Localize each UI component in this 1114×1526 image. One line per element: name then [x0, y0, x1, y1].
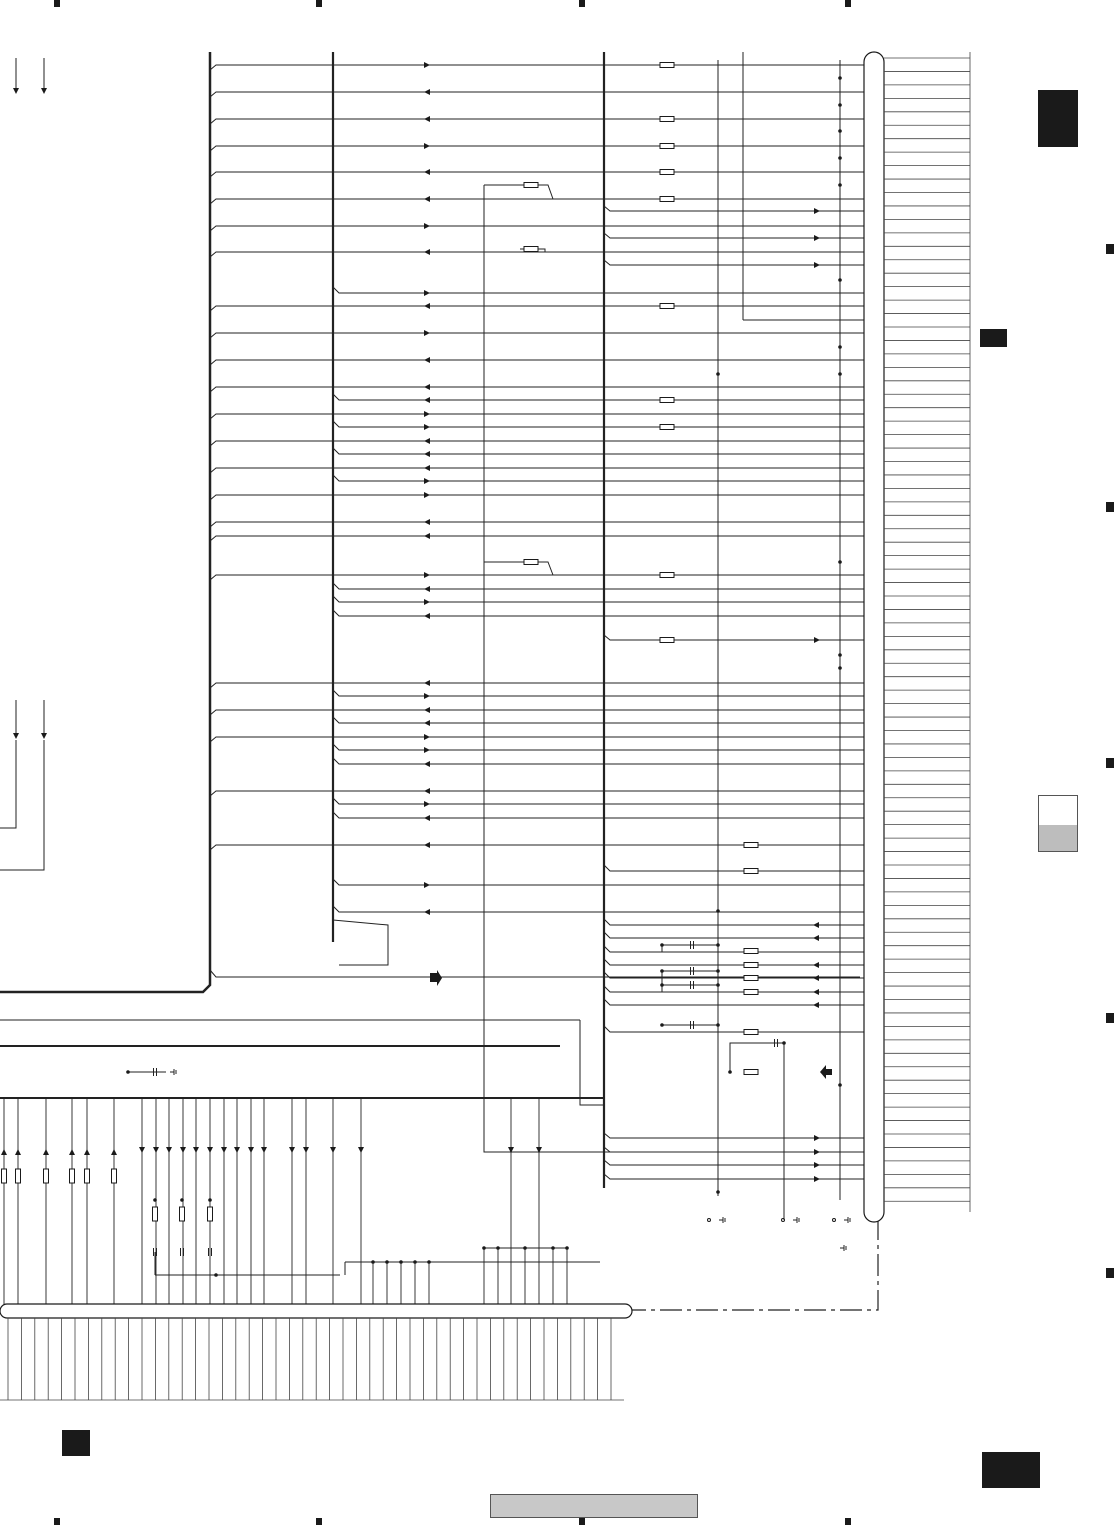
signal-arrow: [234, 1147, 240, 1153]
signal-arrow: [424, 303, 430, 309]
connectors: [0, 52, 970, 1400]
signal-arrow: [424, 720, 430, 726]
registration-mark: [1106, 1013, 1114, 1023]
signal-arrow: [424, 533, 430, 539]
signal-arrow: [424, 357, 430, 363]
direction-arrow: [430, 970, 442, 986]
signal-arrow: [424, 599, 430, 605]
registration-mark: [1106, 244, 1114, 254]
junction-dot: [838, 372, 842, 376]
index-tab-block: [1038, 90, 1078, 147]
signal-arrow: [193, 1147, 199, 1153]
signal-row: [604, 206, 864, 211]
signal-arrow: [424, 572, 430, 578]
junction-dot: [660, 1023, 664, 1027]
signal-arrow: [424, 451, 430, 457]
signal-row: [210, 441, 864, 446]
signal-row: [333, 287, 864, 293]
signal-arrow: [15, 1149, 21, 1155]
junction-dot: [214, 1273, 218, 1277]
junction-dot: [838, 345, 842, 349]
signal-row: [210, 146, 864, 151]
junction-dot: [413, 1260, 417, 1264]
signal-arrow: [424, 330, 430, 336]
resistor: [660, 573, 674, 578]
signal-arrow: [424, 411, 430, 417]
signal-arrow: [424, 492, 430, 498]
signal-arrow: [424, 196, 430, 202]
signal-arrow: [424, 478, 430, 484]
resistor: [744, 843, 758, 848]
signal-row: [604, 1026, 864, 1032]
corner-marker-block: [62, 1430, 90, 1456]
signal-arrow: [814, 208, 820, 214]
signal-row: [210, 845, 864, 850]
signal-row: [604, 1174, 864, 1179]
signal-row: [333, 758, 864, 764]
wire: [484, 562, 553, 575]
signal-arrow: [424, 384, 430, 390]
junction-dot: [716, 969, 720, 973]
signal-arrow: [814, 1135, 820, 1141]
junction-dot: [716, 372, 720, 376]
input-line: [0, 740, 44, 870]
signal-row: [333, 717, 864, 723]
registration-mark: [316, 0, 322, 7]
signal-row: [210, 522, 864, 527]
wire: [210, 970, 860, 977]
signal-arrow: [166, 1147, 172, 1153]
signal-row: [210, 92, 864, 97]
resistor: [660, 197, 674, 202]
direction-arrow: [820, 1065, 826, 1079]
section-marker-block: [980, 329, 1007, 347]
bottom-connector: [0, 1304, 632, 1318]
signal-arrow: [424, 613, 430, 619]
signal-row: [333, 690, 864, 696]
resistor: [660, 63, 674, 68]
signal-arrow: [424, 465, 430, 471]
signal-row: [210, 495, 864, 500]
signal-arrow: [358, 1147, 364, 1153]
page-number-block: [982, 1452, 1040, 1488]
signal-arrow: [424, 734, 430, 740]
resistor: [660, 170, 674, 175]
terminal: [708, 1219, 711, 1222]
registration-mark: [845, 0, 851, 7]
signal-arrow: [84, 1149, 90, 1155]
resistor: [744, 963, 758, 968]
junction-dot: [482, 1246, 486, 1250]
resistor: [16, 1169, 21, 1183]
signal-arrow: [424, 788, 430, 794]
junction-dot: [728, 1070, 732, 1074]
registration-mark: [54, 0, 60, 7]
junction-dot: [838, 156, 842, 160]
signal-arrow: [180, 1147, 186, 1153]
resistor: [524, 560, 538, 565]
signal-arrow: [424, 249, 430, 255]
signal-arrow: [424, 519, 430, 525]
junction-dot: [838, 653, 842, 657]
junction-dot: [399, 1260, 403, 1264]
signal-row: [604, 260, 864, 265]
junction-dot: [565, 1246, 569, 1250]
signal-arrow: [248, 1147, 254, 1153]
signal-arrow: [813, 989, 819, 995]
signal-arrow: [814, 637, 820, 643]
junction-dot: [208, 1198, 212, 1202]
terminal: [782, 1219, 785, 1222]
junction-dot: [782, 1041, 786, 1045]
resistor: [44, 1169, 49, 1183]
signal-arrow: [813, 975, 819, 981]
signal-row: [210, 65, 864, 70]
signal-arrow: [424, 909, 430, 915]
right-connector: [864, 52, 884, 1222]
signal-arrow: [424, 397, 430, 403]
signal-arrow: [813, 922, 819, 928]
signal-row: [210, 468, 864, 473]
junction-dot: [660, 943, 664, 947]
junction-dot: [838, 278, 842, 282]
resistor: [744, 976, 758, 981]
resistor: [744, 949, 758, 954]
signal-arrow: [814, 1176, 820, 1182]
bus-lines: [0, 52, 604, 1188]
registration-mark: [316, 1518, 322, 1525]
signal-arrow: [424, 116, 430, 122]
resistor: [744, 869, 758, 874]
index-tab-shaded: [1039, 825, 1077, 851]
signal-arrow: [261, 1147, 267, 1153]
resistor: [660, 117, 674, 122]
signal-row: [333, 812, 864, 818]
signal-row: [604, 932, 864, 938]
registration-mark: [1106, 758, 1114, 768]
junction-dot: [660, 969, 664, 973]
signal-arrow: [303, 1147, 309, 1153]
junction-dot: [660, 983, 664, 987]
resistor: [85, 1169, 90, 1183]
signal-arrow: [424, 438, 430, 444]
registration-mark: [54, 1518, 60, 1525]
signal-arrow: [13, 733, 19, 739]
junction-dot: [838, 560, 842, 564]
signal-arrow: [69, 1149, 75, 1155]
signal-row: [333, 610, 864, 616]
signal-row: [333, 421, 864, 427]
signal-row: [604, 1147, 864, 1152]
registration-mark: [579, 1518, 585, 1525]
signal-row: [604, 1160, 864, 1165]
signal-arrow: [424, 747, 430, 753]
signal-arrow: [424, 761, 430, 767]
signal-row: [604, 233, 864, 238]
signal-arrow: [41, 88, 47, 94]
signal-row: [210, 575, 864, 580]
signal-arrow: [813, 1002, 819, 1008]
signal-row: [333, 906, 864, 912]
signal-arrow: [424, 143, 430, 149]
signal-row: [604, 635, 864, 640]
signal-arrow: [813, 935, 819, 941]
junction-dot: [716, 909, 720, 913]
junction-dot: [838, 666, 842, 670]
signal-row: [604, 986, 864, 992]
footer-bar: [490, 1494, 698, 1518]
junction-dot: [716, 1190, 720, 1194]
junction-dot: [838, 129, 842, 133]
signal-row: [210, 683, 864, 688]
signal-row: [210, 737, 864, 742]
resistor: [660, 425, 674, 430]
signal-row: [604, 959, 864, 965]
signal-arrow: [424, 801, 430, 807]
signal-row: [210, 414, 864, 419]
signal-arrow: [207, 1147, 213, 1153]
signal-row: [333, 744, 864, 750]
signal-row: [210, 252, 864, 257]
signal-row: [210, 199, 864, 204]
signal-arrow: [814, 235, 820, 241]
wire: [484, 185, 860, 1152]
signal-arrow: [424, 693, 430, 699]
signal-row: [210, 536, 864, 541]
input-line: [0, 740, 16, 828]
signal-arrow: [424, 586, 430, 592]
junction-dot: [180, 1198, 184, 1202]
resistor: [660, 304, 674, 309]
signal-arrow: [139, 1147, 145, 1153]
junction-dot: [716, 943, 720, 947]
resistor: [744, 1030, 758, 1035]
signal-arrow: [424, 89, 430, 95]
resistor: [744, 1070, 758, 1075]
signal-arrow: [424, 223, 430, 229]
signal-arrow: [424, 424, 430, 430]
resistor: [660, 638, 674, 643]
junction-dot: [716, 983, 720, 987]
junction-dot: [838, 183, 842, 187]
resistor: [524, 183, 538, 188]
signal-arrow: [424, 62, 430, 68]
resistor: [153, 1207, 158, 1221]
resistor: [208, 1207, 213, 1221]
junction-dot: [523, 1246, 527, 1250]
signal-arrow: [814, 1162, 820, 1168]
resistor: [112, 1169, 117, 1183]
signal-arrow: [1, 1149, 7, 1155]
signal-arrow: [153, 1147, 159, 1153]
wire: [333, 920, 388, 965]
signal-wires: [0, 52, 878, 1310]
signal-row: [604, 946, 864, 952]
junction-dot: [551, 1246, 555, 1250]
signal-row: [333, 475, 864, 481]
resistor: [180, 1207, 185, 1221]
signal-arrow: [111, 1149, 117, 1155]
signal-row: [333, 583, 864, 589]
signal-row: [333, 448, 864, 454]
signal-arrow: [13, 88, 19, 94]
signal-arrow: [41, 733, 47, 739]
resistor: [660, 398, 674, 403]
resistor: [2, 1169, 7, 1183]
components: [1, 62, 850, 1277]
signal-arrow: [813, 962, 819, 968]
wire: [580, 1020, 604, 1105]
resistor: [70, 1169, 75, 1183]
signal-arrow: [814, 1149, 820, 1155]
junction-dot: [427, 1260, 431, 1264]
resistor: [744, 990, 758, 995]
registration-mark: [1106, 1268, 1114, 1278]
signal-row: [210, 172, 864, 177]
signal-row: [333, 879, 864, 885]
signal-arrow: [424, 707, 430, 713]
junction-dot: [496, 1246, 500, 1250]
dashed-link: [632, 1218, 878, 1310]
resistor: [524, 247, 538, 252]
signal-arrow: [221, 1147, 227, 1153]
signal-row: [333, 394, 864, 400]
junction-dot: [838, 76, 842, 80]
registration-mark: [1106, 502, 1114, 512]
signal-arrow: [424, 815, 430, 821]
signal-arrow: [424, 882, 430, 888]
signal-arrow: [330, 1147, 336, 1153]
signal-row: [604, 865, 864, 871]
junction-dot: [153, 1198, 157, 1202]
signal-row: [604, 919, 864, 925]
registration-mark: [845, 1518, 851, 1525]
resistor: [660, 144, 674, 149]
terminal: [833, 1219, 836, 1222]
signal-arrow: [289, 1147, 295, 1153]
signal-row: [210, 226, 864, 231]
junction-dot: [385, 1260, 389, 1264]
signal-row: [210, 333, 864, 338]
signal-arrow: [424, 169, 430, 175]
signal-arrow: [424, 290, 430, 296]
main-bus: [0, 52, 210, 992]
signal-row: [210, 119, 864, 124]
junction-dot: [716, 1023, 720, 1027]
signal-row: [210, 306, 864, 311]
signal-row: [333, 596, 864, 602]
signal-row: [333, 798, 864, 804]
signal-arrow: [814, 262, 820, 268]
junction-dot: [838, 1083, 842, 1087]
signal-row: [210, 387, 864, 392]
signal-row: [210, 791, 864, 796]
registration-mark: [579, 0, 585, 7]
signal-row: [604, 1133, 864, 1138]
signal-row: [210, 360, 864, 365]
junction-dot: [126, 1070, 130, 1074]
direction-arrow: [826, 1069, 832, 1075]
signal-arrow: [43, 1149, 49, 1155]
wire: [484, 185, 553, 199]
signal-arrow: [424, 842, 430, 848]
signal-row: [604, 999, 864, 1005]
junction-dot: [838, 103, 842, 107]
signal-arrow: [424, 680, 430, 686]
signal-row: [210, 710, 864, 715]
junction-dot: [371, 1260, 375, 1264]
